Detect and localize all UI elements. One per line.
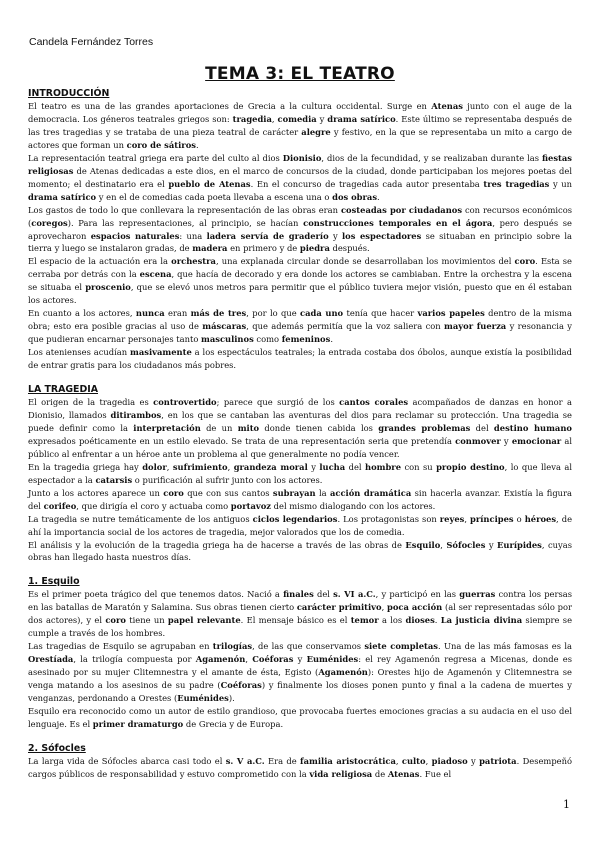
text-run: con recursos económicos ( [28, 204, 572, 228]
text-run: Las tragedias de Esquilo se agrupaban en [28, 641, 213, 652]
bold-text: máscaras [202, 321, 247, 332]
bold-text: madera [192, 243, 228, 254]
text-run: , cuyas obras han llegado hasta nuestros días. [28, 539, 572, 563]
text-run: , de ahí la importancia social de los actores de tragedia, mejor valorados que los de comedia. [28, 513, 573, 537]
bold-text: espacios naturales [90, 230, 180, 241]
text-run: a los [378, 615, 406, 626]
bold-text: piadoso [431, 755, 468, 766]
text-run: Los gastos de todo lo que conllevara la representación de las obras eran [28, 204, 341, 215]
text-run: El espacio de la actuación era la [28, 256, 172, 267]
bold-text: escena [139, 269, 172, 280]
bold-text: finales [283, 589, 314, 600]
text-run: ; parece que surgió de los [216, 397, 340, 408]
text-run: . [377, 191, 380, 202]
bold-text: trilogías [212, 641, 253, 652]
text-run: tiene un [125, 615, 168, 626]
text-run: ) y finalmente los dioses ponen punto y final a la cadena de muertes y venganzas, perdonando a Orestes ( [28, 680, 573, 704]
text-run: , [245, 654, 253, 665]
paragraph [28, 307, 572, 346]
bold-text: comedia [277, 113, 317, 124]
bold-text: ditirambos [110, 409, 162, 420]
text-run: y [500, 435, 512, 446]
bold-text: coro [105, 615, 126, 626]
bold-text: construcciones temporales en el ágora [303, 217, 493, 228]
text-run: de Atenas dedicadas a este dios, en el marco de concursos de la ciudad, donde participaban los mejores poetas del momento; el destinatario era el [28, 165, 572, 189]
text-run: , [166, 461, 173, 472]
bold-text: femeninos [281, 334, 331, 345]
text-run: al público al enfrentar a un héroe ante un problema al que generalmente no podía vencer. [28, 435, 572, 459]
bold-text: Esquilo [405, 539, 441, 550]
text-run: la [315, 487, 330, 498]
text-run: con su [401, 461, 437, 472]
bold-text: drama satírico [327, 113, 396, 124]
text-run: Era de [264, 755, 301, 766]
bold-text: coro [514, 256, 536, 267]
paragraph [28, 152, 572, 204]
text-run: , una explanada circular donde se desarrollaban los movimientos del [215, 256, 515, 267]
text-run: sin hacerla avanzar. Existía la figura del [28, 487, 572, 511]
bold-text: La justicia divina [440, 615, 523, 626]
bold-text: temor [350, 615, 379, 626]
text-run: . Una de las más famosas es la [437, 641, 572, 652]
text-run: eran [164, 308, 191, 319]
paragraph [28, 100, 572, 152]
bold-text: catarsis [95, 474, 133, 485]
text-run: después. [329, 243, 370, 254]
text-run: , la trilogía compuesta por [73, 654, 196, 665]
bold-text: patriota [479, 755, 517, 766]
text-run: en primero y de [227, 243, 300, 254]
bold-text: Dionisio [282, 152, 322, 163]
page-number: 1 [563, 798, 570, 811]
bold-text: poca acción [386, 602, 443, 613]
bold-text: Agamenón [195, 654, 246, 665]
bold-text: grandeza moral [233, 461, 308, 472]
bold-text: interpretación [133, 422, 201, 433]
text-run: ). Para las representaciones, al principio, se hacían [67, 217, 304, 228]
text-run: Junto a los actores aparece un [28, 487, 164, 498]
text-run: , y participó en las [375, 589, 460, 600]
paragraph [28, 487, 572, 513]
bold-text: los espectadores [342, 230, 422, 241]
text-run: , [395, 755, 402, 766]
bold-text: más de tres [190, 308, 247, 319]
text-run: , que además permitía que la voz saliera con [246, 321, 445, 332]
text-run: , por lo que [246, 308, 301, 319]
text-run: . Fue el [419, 768, 452, 779]
text-run: ): Orestes hijo de Agamenón y Clitemnestra se venga matando a los asesinos de su padre ( [28, 667, 572, 691]
section-heading-sofocles: 2. Sófocles [28, 742, 86, 754]
text-run: , que hacía de decorado y era donde los actores se cambiaban. Entre la orchestra y la escena se situaba el [28, 269, 572, 293]
text-run: , en los que se cantaban las aventuras del dios para reclamar su protección. Una tragedia se puede definir como la [28, 409, 572, 433]
text-run: : una [179, 230, 207, 241]
bold-text: Eurípides [497, 539, 542, 550]
text-run: y en el de comedias cada poeta llevaba a escena una o [96, 191, 333, 202]
document-title: TEMA 3: EL TEATRO [205, 64, 395, 84]
text-run: . El mensaje básico es el [240, 615, 351, 626]
text-run: , dios de la fecundidad, y se realizaban durante las [321, 152, 542, 163]
text-run: y resonancia y que pudieran encarnar personajes tanto [28, 321, 572, 345]
bold-text: cada uno [300, 308, 344, 319]
bold-text: masculinos [201, 334, 254, 345]
text-run: y [485, 539, 498, 550]
bold-text: carácter primitivo [296, 602, 382, 613]
text-run: expresados poéticamente en un estilo elevado. Se trata de una representación seria que pretendía [28, 435, 456, 446]
text-run: siempre se cumple a través de los hombres. [28, 615, 573, 639]
bold-text: Euménides [306, 654, 359, 665]
text-run: . [195, 139, 199, 150]
text-run: La representación teatral griega era parte del culto al dios [28, 152, 283, 163]
bold-text: propio destino [436, 461, 505, 472]
text-run: del [313, 589, 334, 600]
text-run: y [316, 113, 328, 124]
bold-text: ciclos legendarios [252, 513, 338, 524]
bold-text: fiestas religiosas [28, 152, 572, 176]
bold-text: culto [401, 755, 426, 766]
text-run: , [464, 513, 471, 524]
text-run: , que dirigía el coro y actuaba como [76, 500, 231, 511]
paragraph [28, 255, 572, 307]
text-run: El análisis y la evolución de la tragedia griega ha de hacerse a través de las obras de [28, 539, 406, 550]
bold-text: mayor fuerza [444, 321, 507, 332]
text-run: . [434, 615, 441, 626]
text-run: acompañados de danzas en honor a Dionisio, llamados [28, 397, 572, 420]
paragraph [28, 539, 572, 565]
bold-text: Euménides [177, 693, 229, 704]
bold-text: Orestíada [28, 654, 74, 665]
text-run: y [307, 461, 320, 472]
paragraph [28, 513, 572, 539]
bold-text: héroes [524, 513, 557, 524]
paragraph [28, 346, 572, 372]
text-run: y [293, 654, 307, 665]
paragraph [28, 588, 572, 640]
bold-text: s. VI a.C. [333, 589, 376, 600]
bold-text: cantos corales [339, 397, 409, 408]
paragraph [28, 204, 572, 256]
section-heading-introduccion: INTRODUCCIÓN [28, 88, 110, 99]
text-run: y [328, 230, 342, 241]
text-run: La tragedia se nutre temáticamente de los antiguos [28, 513, 253, 524]
text-run: , [425, 755, 432, 766]
bold-text: Coéforas [220, 680, 262, 691]
text-run: y [467, 755, 480, 766]
text-run: , que se elevó unos metros para permitir que el público tuviera mejor visión, puesto que en él estaban los actores. [28, 282, 572, 306]
bold-text: mito [237, 422, 260, 433]
text-run: En cuanto a los actores, [28, 308, 136, 319]
text-run: : el rey Agamenón regresa a Micenas, donde es asesinado por su mujer Clitemnestra y el amante de ésta, Egisto ( [28, 654, 572, 678]
text-run: El teatro es una de las grandes aportaciones de Grecia a la cultura occidental. Surge en [28, 101, 432, 111]
bold-text: controvertido [153, 397, 217, 408]
bold-text: acción dramática [329, 487, 412, 498]
text-run: , de las que conservamos [252, 641, 365, 652]
text-run: La larga vida de Sófocles abarca casi todo el [28, 755, 226, 766]
bold-text: guerras [459, 589, 496, 600]
bold-text: Sófocles [446, 539, 486, 550]
bold-text: siete completas [364, 641, 438, 652]
text-run: contra los persas en las batallas de Maratón y Salamina. Sus obras tienen cierto [28, 589, 573, 613]
text-run: ). [228, 693, 235, 704]
bold-text: coro [163, 487, 184, 498]
text-run: que con sus cantos [183, 487, 273, 498]
text-run: , [271, 113, 278, 124]
text-run: del mismo dialogando con los actores. [271, 500, 436, 511]
bold-text: proscenio [85, 282, 131, 293]
paragraph [28, 461, 572, 487]
text-run: como [253, 334, 282, 345]
text-run: o purificación al sufrir junto con los actores. [132, 474, 323, 485]
bold-text: subrayan [272, 487, 316, 498]
text-run: , [381, 602, 387, 613]
bold-text: orchestra [171, 256, 216, 267]
section-heading-tragedia: LA TRAGEDIA [28, 384, 98, 396]
bold-text: dioses [405, 615, 435, 626]
text-run: Los atenienses acudían [28, 347, 131, 358]
text-run: , pero después se aprovecharon [28, 217, 572, 241]
bold-text: coregos [31, 217, 68, 228]
text-run: (al ser representadas sólo por dos actores), y el [28, 602, 573, 626]
bold-text: tragedia [232, 113, 272, 124]
bold-text: sufrimiento [172, 461, 228, 472]
bold-text: Agamenón [318, 667, 368, 678]
bold-text: dos obras [332, 191, 378, 202]
paragraph [28, 755, 572, 781]
bold-text: costeadas por ciudadanos [340, 204, 463, 215]
paragraph [28, 640, 572, 705]
author-header: Candela Fernández Torres [29, 36, 154, 48]
text-run: . [330, 334, 333, 345]
text-run: y festivo, en la que se representaba un mito a cargo de actores que forman un [28, 126, 572, 150]
bold-text: varios papeles [417, 308, 485, 319]
text-run: dentro de la misma obra; esto era posible gracias al uso de [28, 308, 572, 332]
bold-text: Atenas [387, 768, 420, 779]
bold-text: Coéforas [252, 654, 294, 665]
bold-text: papel relevante [167, 615, 241, 626]
bold-text: príncipes [470, 513, 514, 524]
bold-text: piedra [299, 243, 330, 254]
text-run: , [440, 539, 447, 550]
text-run: o [513, 513, 525, 524]
text-run: Esquilo era reconocido como un autor de estilo grandioso, que provocaba fuertes emociones gracias a su audacia en el uso del lenguaje. Es el [28, 705, 572, 729]
text-run: . En el concurso de tragedias cada autor presentaba [250, 178, 484, 189]
section-heading-esquilo: 1. Esquilo [28, 576, 80, 588]
text-run: del [345, 461, 365, 472]
bold-text: masivamente [130, 347, 192, 358]
bold-text: alegre [301, 126, 331, 137]
text-run: de un [200, 422, 238, 433]
bold-text: drama satírico [28, 191, 97, 202]
bold-text: portavoz [230, 500, 272, 511]
text-run: a los espectáculos teatrales; la entrada costaba dos óbolos, aunque existía la posibilidad de entrar gratis para los ciudadanos más pobres. [28, 347, 572, 371]
bold-text: lucha [319, 461, 346, 472]
text-run: En la tragedia griega hay [28, 461, 143, 472]
bold-text: destino humano [493, 422, 572, 433]
bold-text: Atenas [431, 101, 463, 111]
text-run: . Este último se representaba después de las tres tragedias y se trataba de una pieza teatral de carácter [28, 113, 572, 137]
text-run: . Esta se cerraba por detrás con la [28, 256, 572, 280]
text-run: del [470, 422, 494, 433]
bold-text: s. V a.C. [225, 755, 265, 766]
bold-text: reyes [439, 513, 465, 524]
bold-text: coro de sátiros [126, 139, 196, 150]
bold-text: corifeo [43, 500, 77, 511]
bold-text: ladera servía de graderío [206, 230, 329, 241]
text-run: se situaban en principio sobre la tierra y luego se instalaron gradas, de [28, 230, 572, 254]
bold-text: tres tragedias [483, 178, 550, 189]
text-run: . Los protagonistas son [337, 513, 440, 524]
bold-text: dolor [142, 461, 167, 472]
text-run: y un [549, 178, 572, 189]
bold-text: emocionar [511, 435, 562, 446]
text-run: tenía que hacer [343, 308, 418, 319]
bold-text: hombre [365, 461, 401, 472]
bold-text: familia aristocrática [300, 755, 396, 766]
text-run: El origen de la tragedia es [28, 397, 154, 408]
bold-text: primer dramaturgo [92, 718, 184, 729]
bold-text: pueblo de Atenas [168, 178, 251, 189]
text-run: de [372, 768, 388, 779]
bold-text: nunca [135, 308, 165, 319]
text-run: de Grecia y de Europa. [183, 718, 284, 729]
paragraph [28, 396, 572, 461]
bold-text: conmover [455, 435, 501, 446]
bold-text: vida religiosa [309, 768, 373, 779]
paragraph [28, 705, 572, 731]
text-run: junto con el auge de la democracia. Los géneros teatrales griegos son: [28, 101, 572, 124]
text-run: Es el primer poeta trágico del que tenemos datos. Nació a [28, 589, 284, 600]
text-run: , lo que lleva al espectador a la [28, 461, 573, 485]
text-run: donde tienen cabida los [259, 422, 379, 433]
bold-text: grandes problemas [378, 422, 471, 433]
text-run: , [227, 461, 234, 472]
text-run: . Desempeñó cargos públicos de responsabilidad y estuvo comprometido con la [28, 755, 572, 779]
